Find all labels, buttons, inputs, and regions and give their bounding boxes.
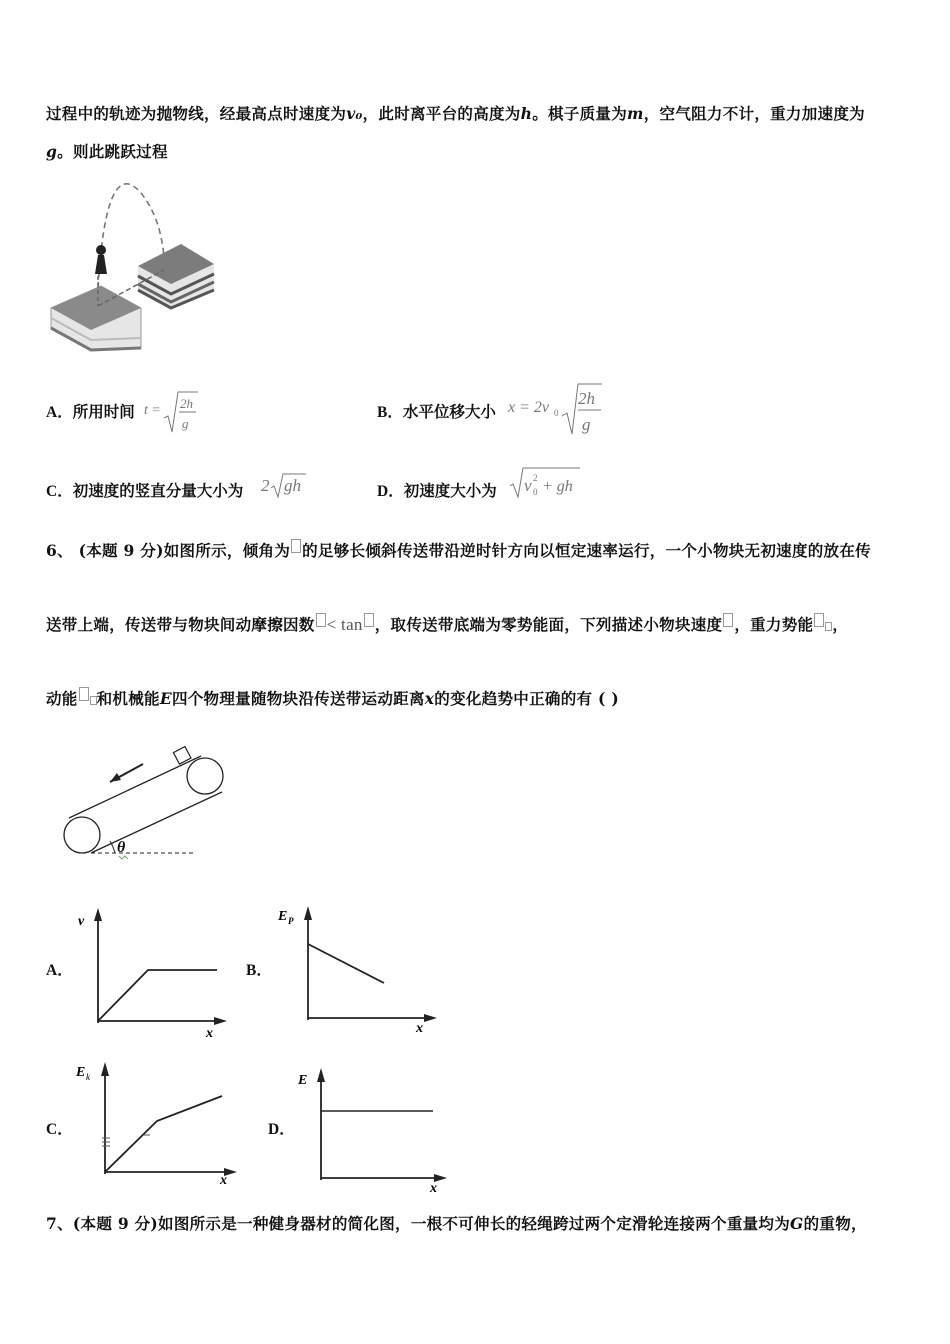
option-text: 初速度大小为 (403, 481, 497, 500)
formula-sub: 0 (554, 408, 559, 418)
formula-coef: 2 (261, 476, 270, 495)
graph-a-curve (98, 970, 217, 1021)
missing-glyph-box-small (90, 696, 97, 705)
graph-c-ylabel: E (76, 1065, 86, 1080)
q6-line-3 (46, 687, 619, 709)
graph-b-ylabel: E (278, 909, 288, 924)
formula-v: v (524, 476, 532, 495)
option-label: D． (377, 483, 404, 500)
q5-formula-d (508, 464, 588, 500)
q5-formula-c (260, 470, 310, 500)
q5-formula-a (142, 388, 202, 436)
text: 。则此跳跃过程 (57, 142, 168, 161)
q6-line-2 (46, 613, 848, 635)
text: 送带上端，传送带与物块间动摩擦因数 (46, 615, 315, 634)
lower-book-stack (51, 286, 141, 350)
option-text: 水平位移大小 (402, 402, 496, 421)
missing-glyph-box (79, 687, 89, 701)
graph-c-xlabel: x (220, 1173, 227, 1188)
var-v0: v₀ (346, 104, 363, 123)
formula-num: 2h (180, 396, 193, 411)
graph-a-xlabel: x (206, 1026, 213, 1040)
graph-b-option[interactable] (246, 958, 272, 980)
missing-glyph-box (316, 613, 326, 627)
formula-den: g (182, 416, 189, 431)
graph-c (72, 1058, 242, 1188)
text: 的重物， (803, 1214, 867, 1233)
q5-option-c[interactable] (46, 479, 243, 501)
var-g: g (46, 142, 58, 161)
graph-d-xlabel: x (430, 1181, 437, 1196)
text: 的足够长倾斜传送带沿逆时针方向以恒定速率运行，一个小物块无初速度的放在传 (302, 541, 871, 560)
q5-option-d[interactable] (377, 479, 497, 501)
text: 7、(本题 9 分)如图所示是一种健身器材的简化图，一根不可伸长的轻绳跨过两个定滑轮连接两个重量均为 (46, 1214, 791, 1233)
var-m: m (627, 104, 644, 123)
graph-b (274, 900, 444, 1035)
var-E: E (159, 689, 172, 708)
text: ，取传送带底端为零势能面，下列描述小物块速度 (374, 615, 723, 634)
graph-b-curve (308, 944, 384, 983)
graph-b-xlabel: x (416, 1021, 423, 1035)
option-label: A． (46, 962, 73, 979)
option-label: C． (46, 1121, 73, 1138)
chess-piece (95, 245, 107, 274)
option-label: A． (46, 404, 73, 421)
graph-d-ylabel: E (298, 1073, 308, 1088)
formula-rest: + gh (542, 478, 573, 495)
text: 四个物理量随物块沿传送带运动距离 (171, 689, 425, 708)
option-label: D． (268, 1121, 295, 1138)
option-label: C． (46, 483, 73, 500)
text: 过程中的轨迹为抛物线，经最高点时速度为 (46, 104, 347, 123)
text: ， (832, 615, 849, 634)
belt-top (69, 756, 201, 818)
formula-den: g (582, 415, 591, 434)
graph-a-option[interactable] (46, 958, 73, 980)
formula-num: 2h (578, 389, 595, 408)
formula-lhs: x = 2v (508, 399, 549, 416)
q5-line-1 (46, 102, 865, 124)
lower-pulley (64, 817, 100, 853)
q5-option-b[interactable] (377, 400, 496, 422)
formula-rad: gh (284, 476, 301, 495)
missing-glyph-box (814, 613, 824, 627)
graph-c-option[interactable] (46, 1117, 73, 1139)
var-G: G (790, 1214, 804, 1233)
text: 的变化趋势中正确的有 ( ) (434, 689, 619, 708)
formula-sub: 0 (533, 487, 538, 497)
q5-option-a[interactable] (46, 400, 135, 422)
text: 动能 (46, 689, 78, 708)
graph-b-ysub: P (288, 916, 294, 926)
graph-c-ysub: k (86, 1072, 90, 1082)
graph-a (72, 905, 237, 1040)
graph-c-curve (105, 1096, 222, 1172)
q6-line-1 (46, 539, 871, 561)
formula-lhs: t = (144, 403, 161, 418)
conveyor-figure (55, 742, 235, 867)
q5-formula-b (506, 380, 606, 438)
option-label: B． (377, 404, 403, 421)
graph-d (292, 1062, 462, 1197)
formula-sup: 2 (533, 473, 538, 483)
formula-lt-tan: < tan (326, 615, 363, 634)
missing-glyph-box (723, 613, 733, 627)
jump-figure (46, 178, 226, 358)
text: 和机械能 (96, 689, 160, 708)
q7-line-1 (46, 1212, 867, 1234)
graph-d-option[interactable] (268, 1117, 295, 1139)
text: 。棋子质量为 (532, 104, 628, 123)
var-x: x (424, 689, 435, 708)
q5-line-2 (46, 140, 168, 162)
upper-pulley (187, 758, 223, 794)
option-label: B． (246, 962, 272, 979)
text: ，重力势能 (734, 615, 814, 634)
option-text: 所用时间 (72, 402, 135, 421)
belt-bottom (91, 792, 222, 853)
missing-glyph-box (364, 613, 374, 627)
text: ，空气阻力不计，重力加速度为 (643, 104, 865, 123)
upper-book-stack (138, 244, 214, 308)
text: 6、 (本题 9 分)如图所示，倾角为 (46, 541, 291, 560)
angle-label: θ (117, 839, 126, 856)
graph-a-ylabel: v (78, 914, 85, 929)
missing-glyph-box (291, 539, 301, 553)
text: ，此时离平台的高度为 (362, 104, 521, 123)
var-h: h (520, 104, 533, 123)
option-text: 初速度的竖直分量大小为 (72, 481, 244, 500)
